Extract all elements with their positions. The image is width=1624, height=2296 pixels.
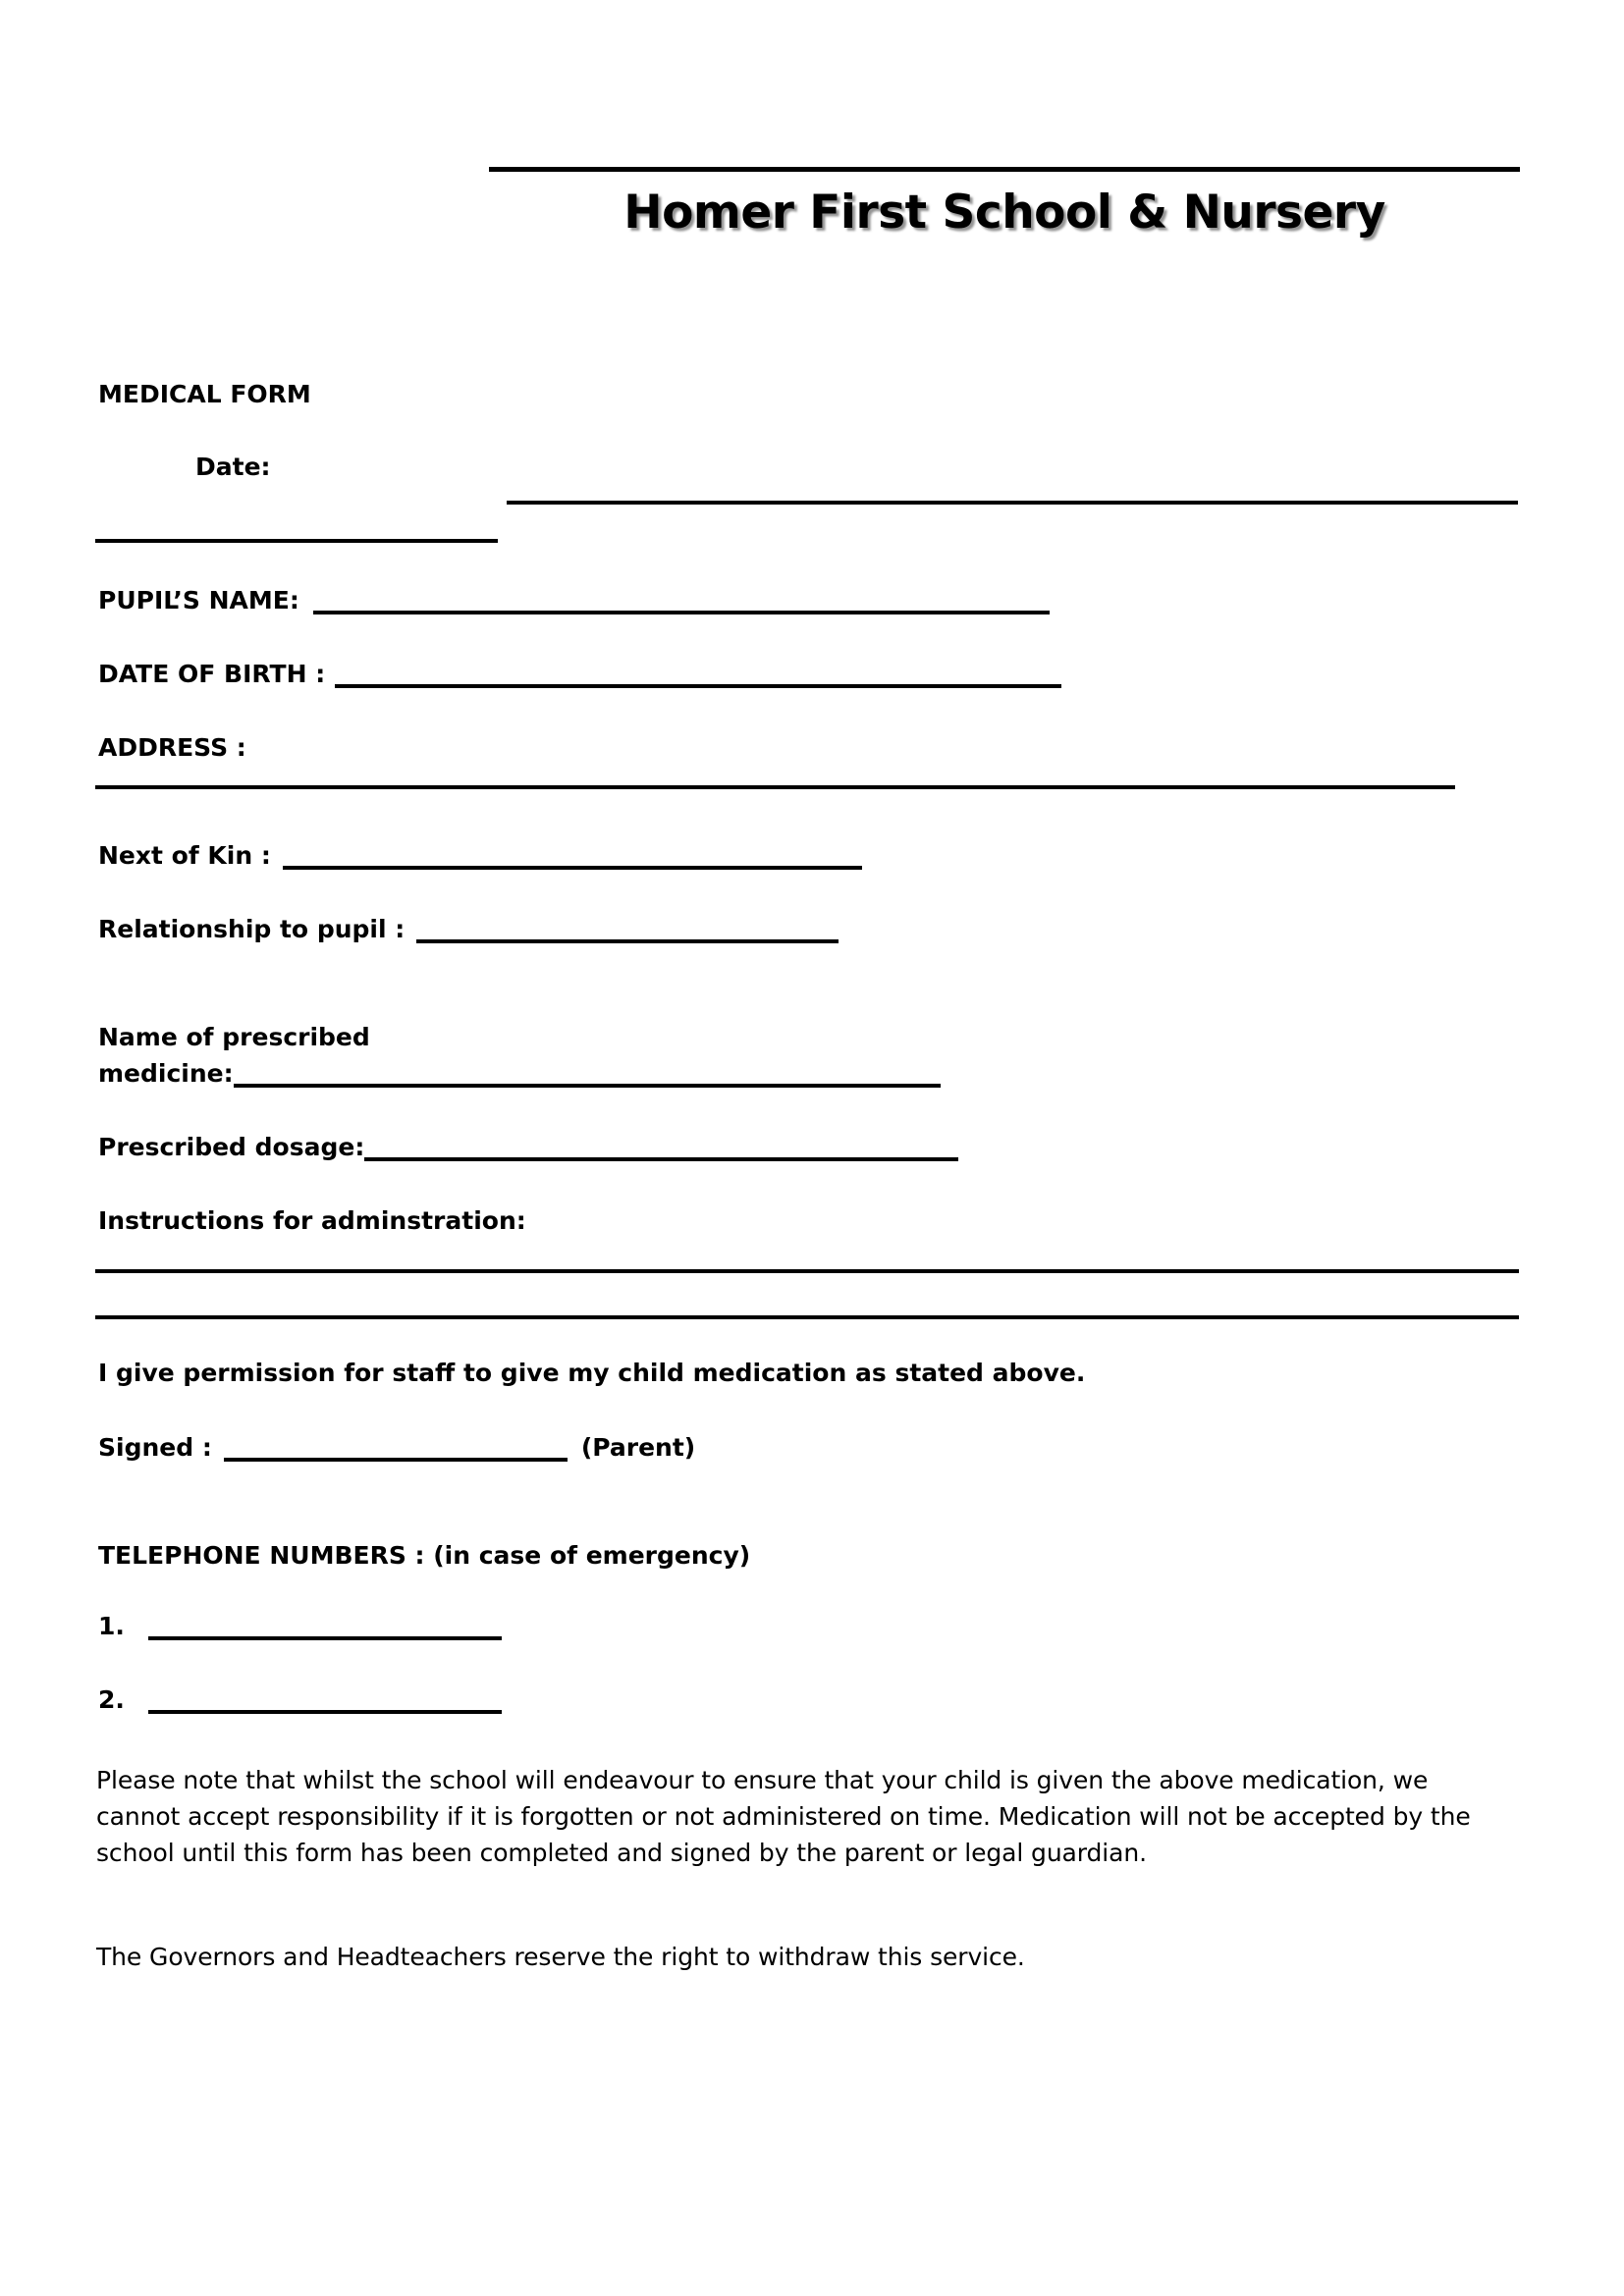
date-of-birth-input-line[interactable] [335, 684, 1061, 688]
note-paragraph-1: Please note that whilst the school will endeavour to ensure that your child is given the above medication, we cannot accept responsibility if it is forgotten or not administered on time. Medication will not be accepted by the school until this form has been completed and signed by the parent or legal guardian. [96, 1766, 1471, 1867]
signature-input-line[interactable] [224, 1458, 568, 1462]
signed-label: Signed : [98, 1433, 212, 1462]
date-of-birth-label: DATE OF BIRTH : [98, 660, 326, 688]
telephone-row-2 [98, 1683, 502, 1717]
telephone-item-2-number: 2. [98, 1685, 125, 1714]
relationship-input-line[interactable] [416, 939, 839, 943]
address-input-line[interactable] [95, 785, 1455, 789]
header-divider-rule [489, 167, 1520, 172]
date-input-line[interactable] [507, 501, 1518, 505]
telephone-item-1-number: 1. [98, 1612, 125, 1640]
page-title: Homer First School & Nursery [623, 186, 1385, 240]
instructions-input-line-1[interactable] [95, 1269, 1519, 1273]
form-heading: MEDICAL FORM [98, 380, 311, 408]
instructions-input-line-2[interactable] [95, 1315, 1519, 1319]
date-of-birth-row [98, 658, 1061, 691]
pupil-name-input-line[interactable] [313, 611, 1050, 614]
dosage-label: Prescribed dosage: [98, 1133, 365, 1161]
medicine-input-line[interactable] [234, 1084, 941, 1088]
date-label: Date: [195, 453, 271, 481]
telephone-heading: TELEPHONE NUMBERS : (in case of emergency) [98, 1541, 751, 1570]
next-of-kin-row [98, 839, 862, 873]
date-input-line-secondary[interactable] [95, 539, 498, 543]
relationship-row [98, 913, 839, 946]
dosage-row [98, 1131, 958, 1164]
next-of-kin-input-line[interactable] [283, 866, 862, 870]
next-of-kin-label: Next of Kin : [98, 841, 271, 870]
dosage-input-line[interactable] [364, 1157, 958, 1161]
medicine-label-line-2: medicine: [98, 1059, 234, 1088]
instructions-label: Instructions for adminstration: [98, 1206, 526, 1235]
medicine-row [98, 1057, 941, 1091]
note-paragraph-2: The Governors and Headteachers reserve the right to withdraw this service. [96, 1943, 1025, 1971]
telephone-2-input-line[interactable] [148, 1710, 502, 1714]
medicine-label-line-1: Name of prescribed [98, 1023, 370, 1051]
permission-statement: I give permission for staff to give my child medication as stated above. [98, 1359, 1086, 1387]
pupil-name-row [98, 584, 1050, 617]
relationship-label: Relationship to pupil : [98, 915, 406, 943]
signed-parent-suffix: (Parent) [580, 1433, 696, 1462]
signed-row [98, 1431, 695, 1465]
address-label: ADDRESS : [98, 733, 246, 762]
telephone-row-1 [98, 1610, 502, 1643]
telephone-1-input-line[interactable] [148, 1636, 502, 1640]
pupil-name-label: PUPIL’S NAME: [98, 586, 299, 614]
